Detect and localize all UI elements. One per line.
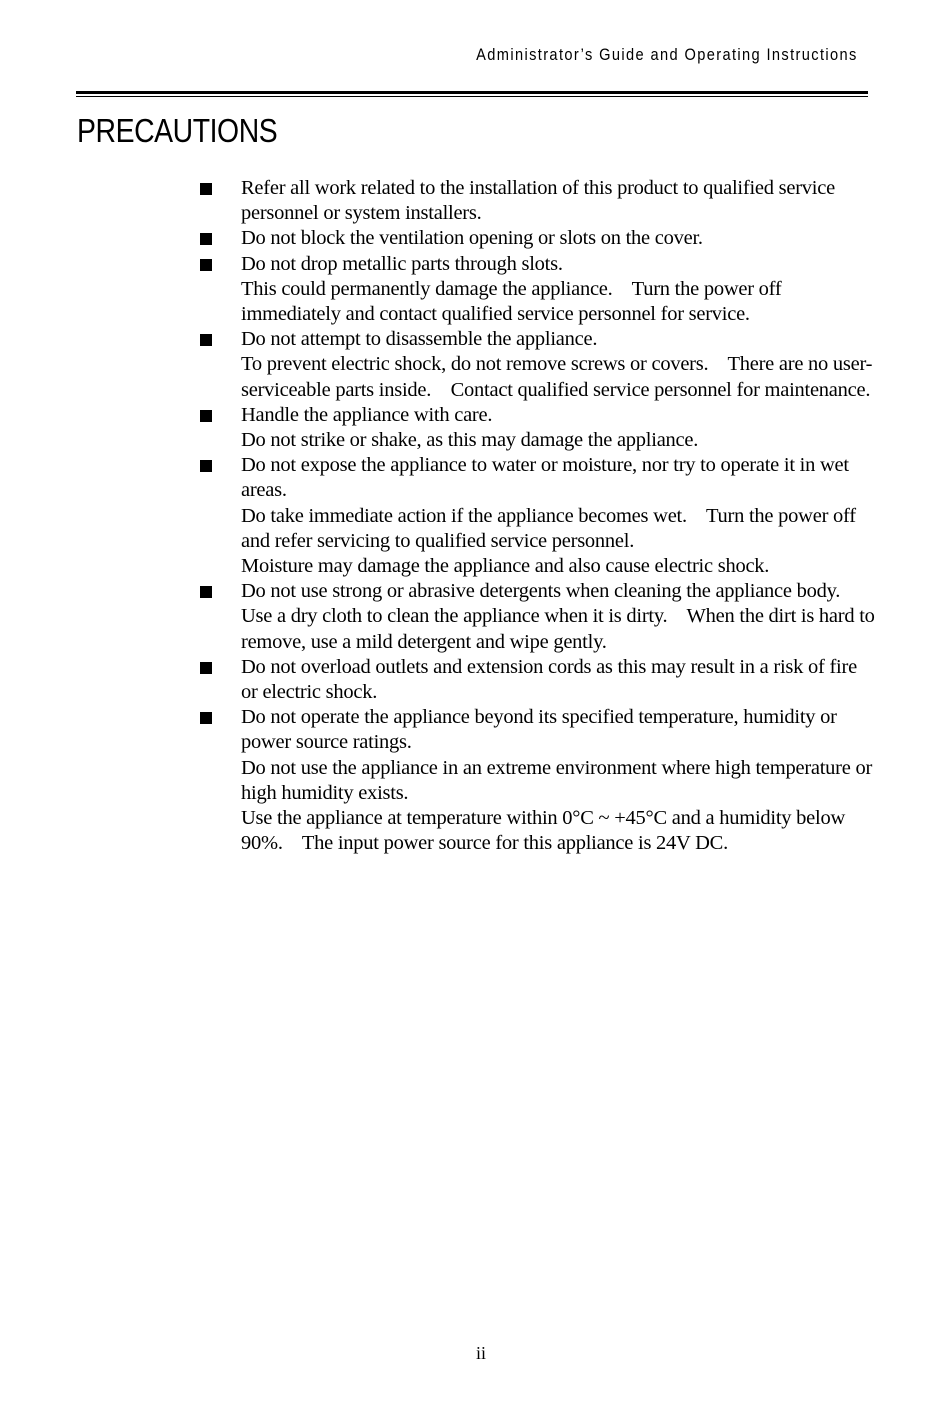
header-rule-thin: [76, 96, 868, 97]
precaution-text: Do not attempt to disassemble the appliance.: [241, 328, 598, 351]
precaution-detail: This could permanently damage the appliance. Turn the power off immediately and contact qualified service personnel for service.: [241, 277, 787, 326]
precaution-text: Handle the appliance with care.: [241, 403, 493, 426]
page-number: ii: [475, 1343, 486, 1363]
precaution-item: [195, 403, 875, 453]
precaution-item: [195, 327, 875, 403]
square-bullet-icon: [200, 410, 212, 422]
precaution-text: Do not use strong or abrasive detergents when cleaning the appliance body.: [241, 580, 841, 603]
precaution-item: [195, 226, 875, 251]
running-header: Administrator’s Guide and Operating Instructions: [476, 45, 858, 64]
precautions-list: [195, 176, 880, 856]
section-title: PRECAUTIONS: [77, 112, 278, 149]
precaution-text: Do not drop metallic parts through slots.: [241, 252, 563, 275]
precaution-item: [195, 655, 875, 705]
square-bullet-icon: [200, 586, 212, 598]
precaution-item: [195, 176, 875, 226]
precaution-item: [195, 705, 875, 856]
precaution-text: Do not block the ventilation opening or slots on the cover.: [241, 227, 703, 250]
precaution-detail: Use a dry cloth to clean the appliance when it is dirty. When the dirt is hard to remove, use a mild detergent and wipe gently.: [241, 605, 880, 653]
precaution-detail: Do not strike or shake, as this may damage the appliance.: [241, 429, 699, 452]
precaution-detail: To prevent electric shock, do not remove screws or covers. There are no user-serviceable parts inside. Contact qualified service personnel for maintenance.: [241, 353, 873, 401]
precaution-detail: Do not use the appliance in an extreme environment where high temperature or high humidity exists.: [241, 756, 877, 804]
precaution-detail: Moisture may damage the appliance and also cause electric shock.: [241, 555, 770, 578]
header-rule-thick: [76, 91, 868, 94]
precaution-item: [195, 252, 875, 328]
square-bullet-icon: [200, 460, 212, 472]
square-bullet-icon: [200, 712, 212, 724]
square-bullet-icon: [200, 233, 212, 245]
precaution-text: Do not operate the appliance beyond its specified temperature, humidity or power source ratings.: [241, 706, 842, 754]
square-bullet-icon: [200, 334, 212, 346]
square-bullet-icon: [200, 259, 212, 271]
precaution-item: [195, 579, 880, 655]
precaution-text: Refer all work related to the installation of this product to qualified service personnel or system installers.: [241, 177, 840, 225]
precaution-item: [195, 453, 875, 579]
precaution-detail: Do take immediate action if the appliance becomes wet. Turn the power off and refer servicing to qualified service personnel.: [241, 504, 861, 552]
precaution-text: Do not overload outlets and extension cords as this may result in a risk of fire or electric shock.: [241, 655, 862, 704]
precaution-detail: Use the appliance at temperature within 0°C ~ +45°C and a humidity below 90%. The input power source for this appliance is 24V DC.: [241, 807, 850, 855]
square-bullet-icon: [200, 662, 212, 674]
precaution-text: Do not expose the appliance to water or moisture, nor try to operate it in wet areas.: [241, 454, 854, 502]
square-bullet-icon: [200, 183, 212, 195]
